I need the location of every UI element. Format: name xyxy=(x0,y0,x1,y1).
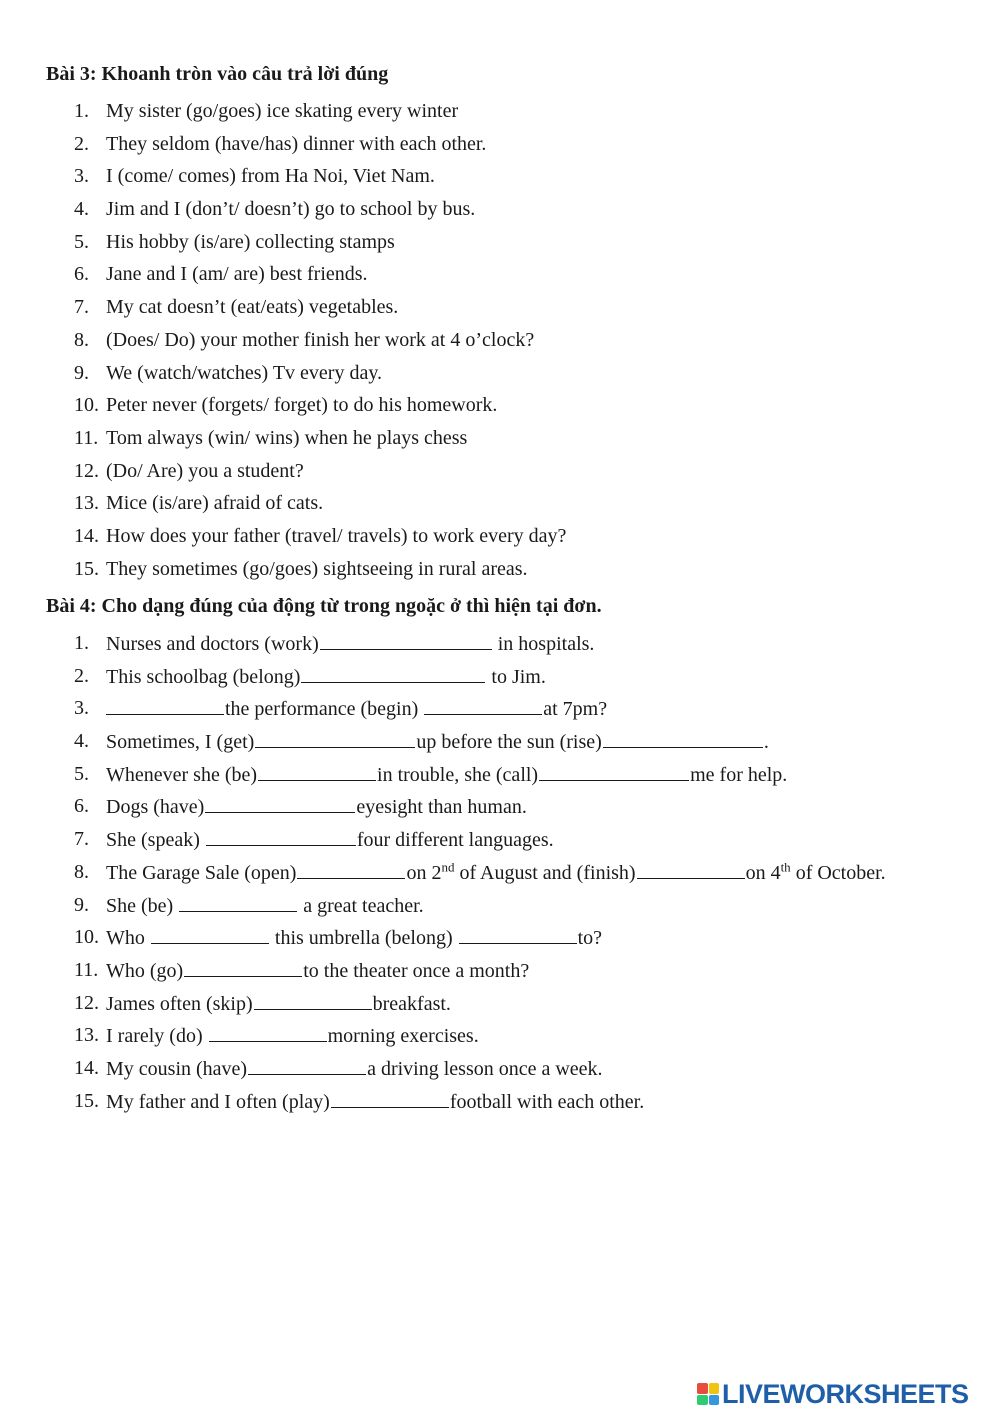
item-number: 14. xyxy=(74,1056,99,1079)
item-text xyxy=(106,990,451,1017)
item-text: (Does/ Do) your mother finish her work at 4 o’clock? xyxy=(106,328,535,351)
item-number: 11. xyxy=(74,958,99,981)
text-part: in hospitals. xyxy=(492,633,595,655)
list-item xyxy=(0,728,1000,761)
list-item xyxy=(0,229,1000,262)
item-text: His hobby (is/are) collecting stamps xyxy=(106,230,395,253)
item-text: Peter never (forgets/ forget) to do his homework. xyxy=(106,394,498,417)
item-text: (Do/ Are) you a student? xyxy=(106,459,304,482)
text-part: the performance (begin) xyxy=(225,698,424,721)
item-text xyxy=(106,695,607,722)
list-item xyxy=(0,1022,1000,1055)
item-number: 7. xyxy=(74,296,89,319)
item-text xyxy=(106,892,424,919)
brand-logo-icon xyxy=(697,1383,719,1405)
item-number: 15. xyxy=(74,557,99,580)
text-part: James often (skip) xyxy=(106,992,253,1015)
text-part: eyesight than human. xyxy=(356,796,527,819)
list-item xyxy=(0,556,1000,589)
logo-square xyxy=(709,1383,720,1394)
list-item xyxy=(0,163,1000,196)
answer-blank[interactable] xyxy=(184,957,302,977)
list-item xyxy=(0,1055,1000,1088)
list-item xyxy=(0,261,1000,294)
item-text xyxy=(106,1022,479,1049)
item-text: We (watch/watches) Tv every day. xyxy=(106,361,383,384)
text-part: at 7pm? xyxy=(543,698,608,721)
list-item xyxy=(0,523,1000,556)
item-number: 10. xyxy=(74,926,99,949)
item-number: 8. xyxy=(74,860,89,883)
item-text xyxy=(106,957,529,984)
exercise-4-heading: Bài 4: Cho dạng đúng của động từ trong ngoặc ở thì hiện tại đơn. xyxy=(46,595,602,617)
item-text: Tom always (win/ wins) when he plays chess xyxy=(106,426,468,449)
text-part: this umbrella (belong) xyxy=(269,927,458,950)
text-part: My cousin (have) xyxy=(106,1057,248,1080)
text-part: . xyxy=(763,731,769,754)
item-number: 9. xyxy=(74,361,89,384)
item-number: 7. xyxy=(74,828,89,851)
item-text: I (come/ comes) from Ha Noi, Viet Nam. xyxy=(106,165,435,188)
answer-blank[interactable] xyxy=(254,990,372,1010)
item-number: 5. xyxy=(74,230,89,253)
logo-square xyxy=(697,1395,708,1406)
answer-blank[interactable] xyxy=(255,728,415,748)
list-item xyxy=(0,793,1000,826)
ordinal-suffix: nd xyxy=(441,859,455,875)
list-item xyxy=(0,957,1000,990)
item-text xyxy=(106,761,787,788)
answer-blank[interactable] xyxy=(106,695,224,715)
list-item xyxy=(0,663,1000,696)
answer-blank[interactable] xyxy=(151,924,269,944)
item-text: They sometimes (go/goes) sightseeing in rural areas. xyxy=(106,557,528,580)
answer-blank[interactable] xyxy=(301,663,485,683)
list-item xyxy=(0,859,1000,892)
answer-blank[interactable] xyxy=(205,793,355,813)
answer-blank[interactable] xyxy=(331,1088,449,1108)
answer-blank[interactable] xyxy=(297,859,405,879)
item-text: Jim and I (don’t/ doesn’t) go to school by bus. xyxy=(106,198,476,221)
list-item xyxy=(0,327,1000,360)
text-part: to? xyxy=(577,927,603,950)
answer-blank[interactable] xyxy=(258,761,376,781)
item-text xyxy=(106,826,554,853)
answer-blank[interactable] xyxy=(459,924,577,944)
answer-blank[interactable] xyxy=(424,695,542,715)
text-part: She (be) xyxy=(106,894,179,917)
list-item xyxy=(0,990,1000,1023)
item-number: 12. xyxy=(74,459,99,482)
text-part: Who (go) xyxy=(106,959,184,982)
answer-blank[interactable] xyxy=(179,892,297,912)
text-part: four different languages. xyxy=(356,829,554,852)
item-text: Jane and I (am/ are) best friends. xyxy=(106,263,368,286)
item-text: How does your father (travel/ travels) to work every day? xyxy=(106,524,567,547)
item-number: 6. xyxy=(74,263,89,286)
item-number: 3. xyxy=(74,697,89,720)
item-number: 5. xyxy=(74,762,89,785)
item-text: They seldom (have/has) dinner with each other. xyxy=(106,132,487,155)
text-part: up before the sun (rise) xyxy=(416,731,602,754)
answer-blank[interactable] xyxy=(320,630,492,650)
item-number: 6. xyxy=(74,795,89,818)
text-part: I rarely (do) xyxy=(106,1025,208,1048)
answer-blank[interactable] xyxy=(206,826,356,846)
liveworksheets-brand xyxy=(697,1379,995,1409)
text-part: Who xyxy=(106,927,150,950)
item-text: My sister (go/goes) ice skating every winter xyxy=(106,100,459,122)
item-text: Mice (is/are) afraid of cats. xyxy=(106,492,324,515)
exercise-4-list xyxy=(0,630,1000,1120)
list-item xyxy=(0,392,1000,425)
item-number: 1. xyxy=(74,632,89,654)
item-text xyxy=(106,1055,603,1082)
brand-text: LIVEWORKSHEETS xyxy=(722,1378,969,1409)
answer-blank[interactable] xyxy=(603,728,763,748)
ordinal-suffix: th xyxy=(780,859,791,875)
item-number: 4. xyxy=(74,730,89,753)
list-item xyxy=(0,98,1000,131)
text-part: breakfast. xyxy=(372,992,451,1015)
list-item xyxy=(0,826,1000,859)
item-text xyxy=(106,1088,644,1115)
exercise-3-heading: Bài 3: Khoanh tròn vào câu trả lời đúng xyxy=(46,63,389,85)
list-item xyxy=(0,294,1000,327)
text-part: This schoolbag (belong) xyxy=(106,665,301,688)
item-number: 9. xyxy=(74,893,89,916)
item-number: 8. xyxy=(74,328,89,351)
text-part: me for help. xyxy=(690,763,788,786)
item-number: 2. xyxy=(74,132,89,155)
item-number: 3. xyxy=(74,165,89,188)
item-text xyxy=(106,630,594,657)
item-number: 11. xyxy=(74,426,99,449)
item-number: 1. xyxy=(74,100,89,122)
list-item xyxy=(0,490,1000,523)
item-number: 13. xyxy=(74,492,99,515)
list-item xyxy=(0,695,1000,728)
item-text xyxy=(106,859,886,886)
answer-blank[interactable] xyxy=(248,1055,366,1075)
text-part: a great teacher. xyxy=(298,894,424,917)
list-item xyxy=(0,892,1000,925)
item-number: 2. xyxy=(74,664,89,687)
text-part: The Garage Sale (open) xyxy=(106,861,297,884)
list-item xyxy=(0,1088,1000,1121)
text-part: Dogs (have) xyxy=(106,796,205,819)
text-part: a driving lesson once a week. xyxy=(367,1057,603,1080)
answer-blank[interactable] xyxy=(209,1022,327,1042)
item-number: 12. xyxy=(74,991,99,1014)
item-number: 14. xyxy=(74,524,99,547)
list-item xyxy=(0,425,1000,458)
logo-square xyxy=(697,1383,708,1394)
item-number: 13. xyxy=(74,1024,99,1047)
item-text xyxy=(106,728,769,755)
item-text: My cat doesn’t (eat/eats) vegetables. xyxy=(106,296,399,319)
logo-square xyxy=(709,1395,720,1406)
answer-blank[interactable] xyxy=(637,859,745,879)
list-item xyxy=(0,630,1000,663)
text-part: Whenever she (be) xyxy=(106,763,258,786)
text-part: of August and (finish) xyxy=(454,861,636,884)
text-part: to Jim. xyxy=(486,665,546,688)
list-item xyxy=(0,924,1000,957)
list-item xyxy=(0,458,1000,491)
text-part: Nurses and doctors (work) xyxy=(106,633,319,655)
text-part: morning exercises. xyxy=(327,1025,479,1048)
list-item xyxy=(0,131,1000,164)
item-number: 10. xyxy=(74,394,99,417)
text-part: to the theater once a month? xyxy=(303,959,530,982)
text-part: My father and I often (play) xyxy=(106,1090,330,1113)
text-part: on 2 xyxy=(406,861,442,884)
item-text xyxy=(106,793,527,820)
text-part: on 4 xyxy=(745,861,781,884)
text-part: She (speak) xyxy=(106,829,205,852)
exercise-3-list xyxy=(0,98,1000,588)
item-text xyxy=(106,663,546,690)
list-item xyxy=(0,761,1000,794)
item-text xyxy=(106,924,602,951)
list-item xyxy=(0,360,1000,393)
answer-blank[interactable] xyxy=(539,761,689,781)
text-part: in trouble, she (call) xyxy=(377,763,539,786)
item-number: 15. xyxy=(74,1089,99,1112)
list-item xyxy=(0,196,1000,229)
text-part: football with each other. xyxy=(449,1090,645,1113)
item-number: 4. xyxy=(74,198,89,221)
text-part: of October. xyxy=(790,861,886,884)
text-part: Sometimes, I (get) xyxy=(106,731,255,754)
